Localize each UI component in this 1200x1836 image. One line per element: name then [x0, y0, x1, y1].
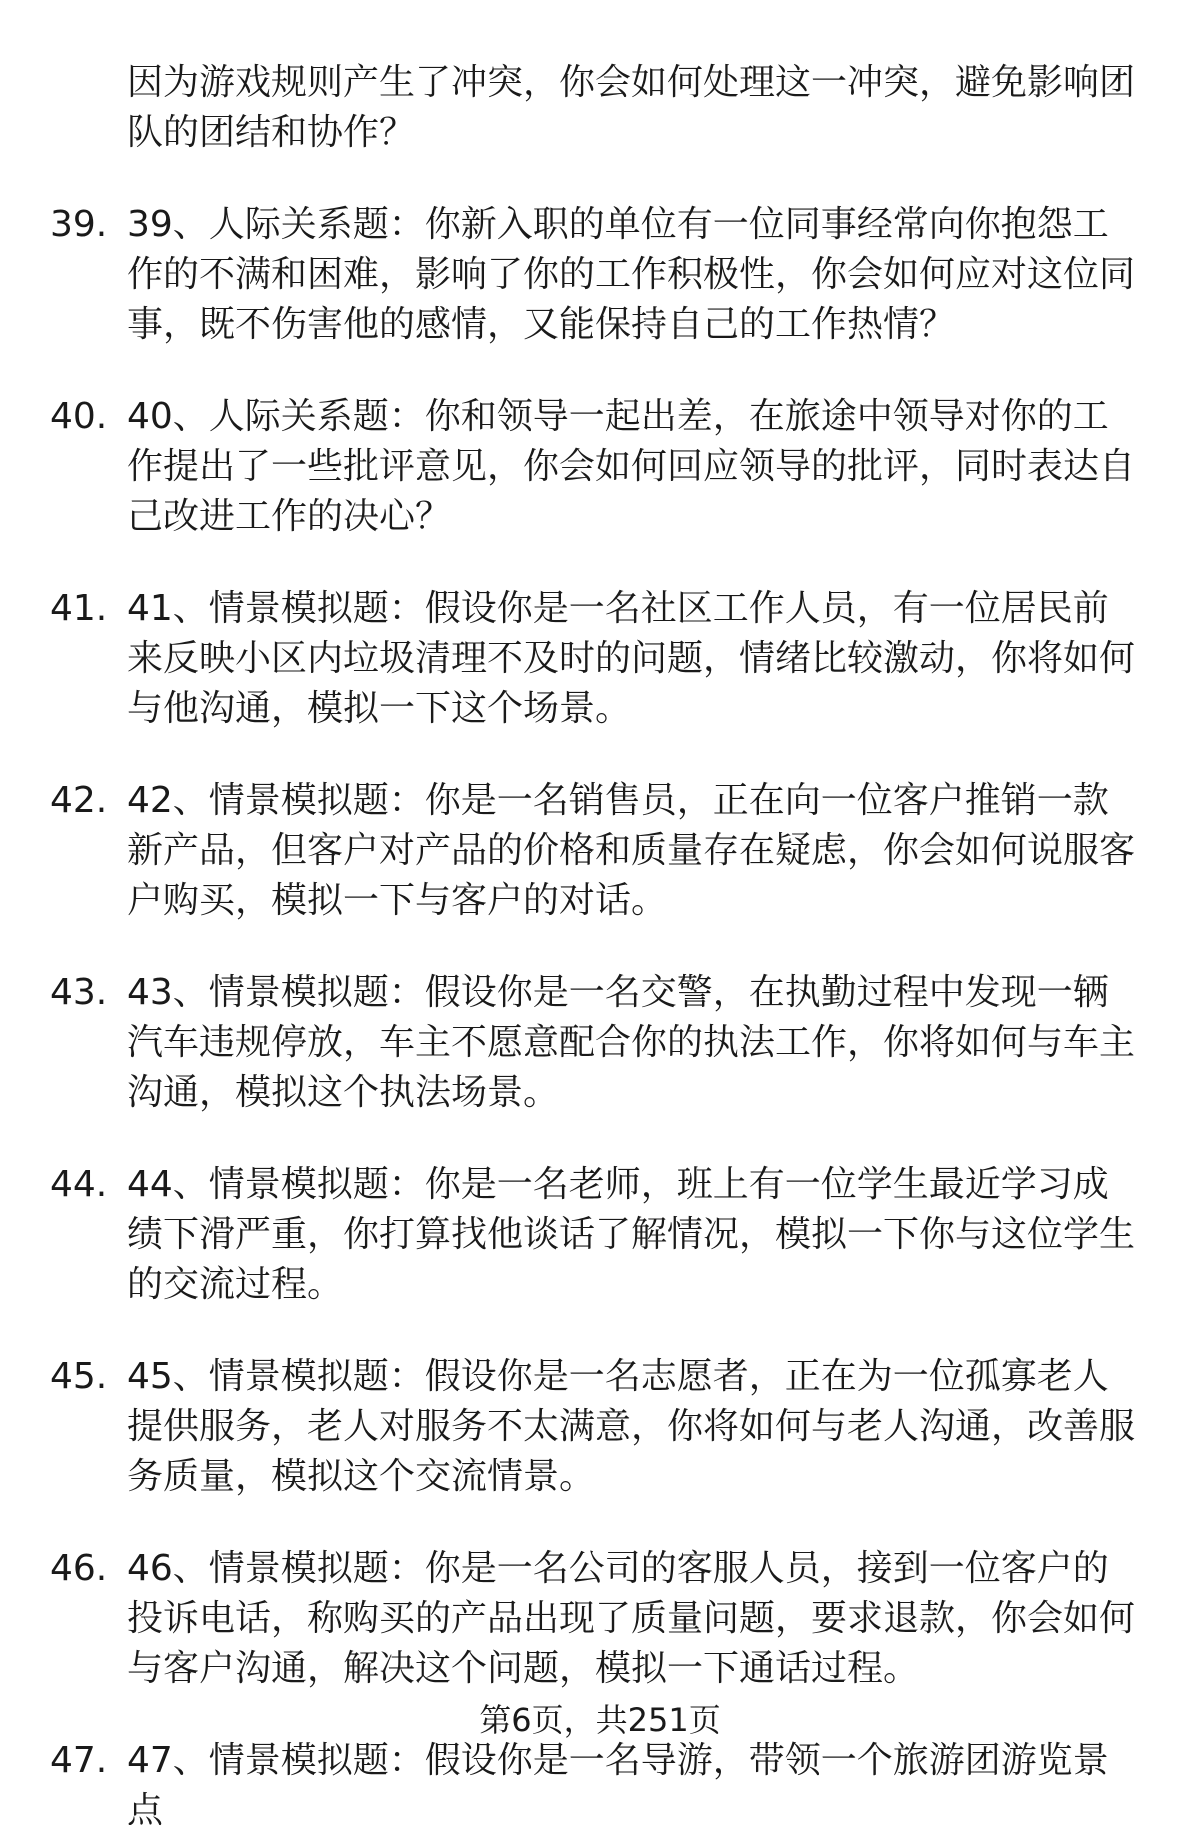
item-number: 43. [50, 972, 108, 1013]
page-footer: 第6页，共251页 [479, 1701, 721, 1739]
continuation-paragraph: 因为游戏规则产生了冲突，你会如何处理这一冲突，避免影响团队的团结和协作？ [127, 62, 1136, 153]
item-text: 39、人际关系题：你新入职的单位有一位同事经常向你抱怨工作的不满和困难，影响了你的工作积极性，你会如何应对这位同事，既不伤害他的感情，又能保持自己的工作热情？ [127, 204, 1136, 345]
item-number: 41. [50, 588, 108, 629]
item-text: 45、情景模拟题：假设你是一名志愿者，正在为一位孤寡老人提供服务，老人对服务不太满意，你将如何与老人沟通，改善服务质量，模拟这个交流情景。 [127, 1356, 1136, 1497]
list-item [50, 1736, 1150, 1836]
item-number: 40. [50, 396, 108, 437]
item-number: 47. [50, 1740, 108, 1781]
item-text: 41、情景模拟题：假设你是一名社区工作人员，有一位居民前来反映小区内垃圾清理不及时的问题，情绪比较激动，你将如何与他沟通，模拟一下这个场景。 [127, 588, 1136, 729]
item-text: 44、情景模拟题：你是一名老师，班上有一位学生最近学习成绩下滑严重，你打算找他谈话了解情况，模拟一下你与这位学生的交流过程。 [127, 1164, 1136, 1305]
item-number: 45. [50, 1356, 108, 1397]
item-number: 46. [50, 1548, 108, 1589]
list-item [50, 776, 1150, 926]
item-number: 44. [50, 1164, 108, 1205]
item-number: 39. [50, 204, 108, 245]
list-item [50, 392, 1150, 542]
item-text: 42、情景模拟题：你是一名销售员，正在向一位客户推销一款新产品，但客户对产品的价格和质量存在疑虑，你会如何说服客户购买，模拟一下与客户的对话。 [127, 780, 1136, 921]
list-item [50, 584, 1150, 734]
item-text: 47、情景模拟题：假设你是一名导游，带领一个旅游团游览景点 [127, 1740, 1109, 1831]
list-item [50, 200, 1150, 350]
list-item [50, 1352, 1150, 1502]
list-item [50, 968, 1150, 1118]
question-list [50, 58, 1150, 1836]
item-number: 42. [50, 780, 108, 821]
item-text: 40、人际关系题：你和领导一起出差，在旅途中领导对你的工作提出了一些批评意见，你会如何回应领导的批评，同时表达自己改进工作的决心？ [127, 396, 1136, 537]
list-item [50, 1544, 1150, 1694]
item-text: 43、情景模拟题：假设你是一名交警，在执勤过程中发现一辆汽车违规停放，车主不愿意配合你的执法工作，你将如何与车主沟通，模拟这个执法场景。 [127, 972, 1136, 1113]
list-item [50, 1160, 1150, 1310]
item-text: 46、情景模拟题：你是一名公司的客服人员，接到一位客户的投诉电话，称购买的产品出现了质量问题，要求退款，你会如何与客户沟通，解决这个问题，模拟一下通话过程。 [127, 1548, 1136, 1689]
